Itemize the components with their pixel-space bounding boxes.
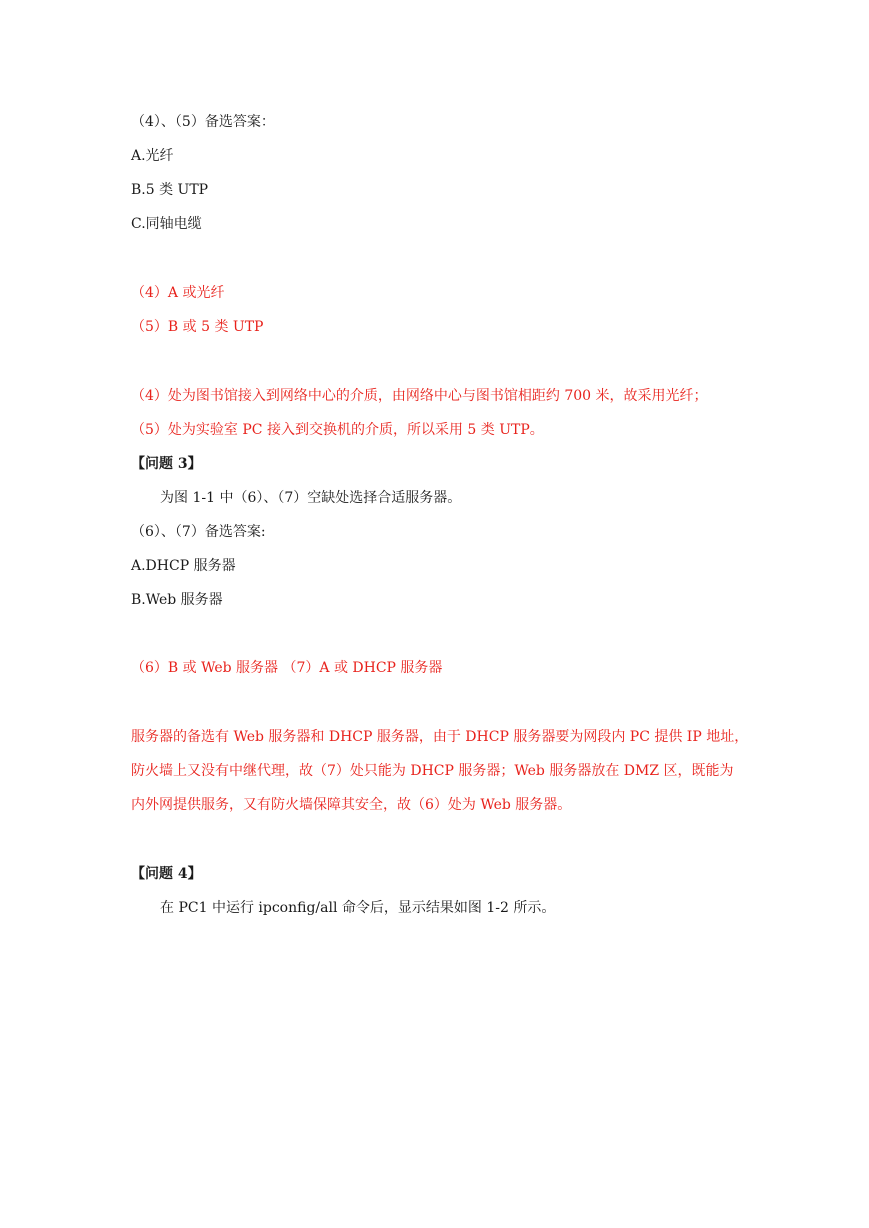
option-a-fiber: A.光纤 [131, 148, 174, 164]
analysis-6-7-line-3: 内外网提供服务，又有防火墙保障其安全，故（6）处为 Web 服务器。 [131, 797, 572, 813]
choices-heading-6-7: （6）、（7）备选答案: [131, 524, 266, 540]
analysis-6-7-line-1: 服务器的备选有 Web 服务器和 DHCP 服务器，由于 DHCP 服务器要为网段内 PC 提供 IP 地址， [131, 729, 749, 745]
analysis-4: （4）处为图书馆接入到网络中心的介质，由网络中心与图书馆相距约 700 米，故采用光纤； [131, 388, 708, 404]
option-a-dhcp: A.DHCP 服务器 [131, 558, 236, 574]
answer-4: （4）A 或光纤 [131, 285, 225, 301]
analysis-5: （5）处为实验室 PC 接入到交换机的介质，所以采用 5 类 UTP。 [131, 422, 544, 438]
question-4-prompt: 在 PC1 中运行 ipconfig/all 命令后，显示结果如图 1-2 所示。 [160, 900, 556, 916]
analysis-6-7-line-2: 防火墙上又没有中继代理，故（7）处只能为 DHCP 服务器；Web 服务器放在 DMZ 区，既能为 [131, 763, 734, 779]
question-4-title: 【问题 4】 [131, 866, 202, 882]
choices-heading-4-5: （4）、（5）备选答案： [131, 114, 275, 130]
answer-5: （5）B 或 5 类 UTP [131, 319, 264, 335]
option-c-coax: C.同轴电缆 [131, 216, 202, 232]
option-b-utp: B.5 类 UTP [131, 182, 209, 198]
question-3-prompt: 为图 1-1 中（6）、（7）空缺处选择合适服务器。 [160, 490, 462, 506]
option-b-web: B.Web 服务器 [131, 592, 223, 608]
question-3-title: 【问题 3】 [131, 456, 202, 472]
answer-6-7: （6）B 或 Web 服务器 （7）A 或 DHCP 服务器 [131, 660, 443, 676]
